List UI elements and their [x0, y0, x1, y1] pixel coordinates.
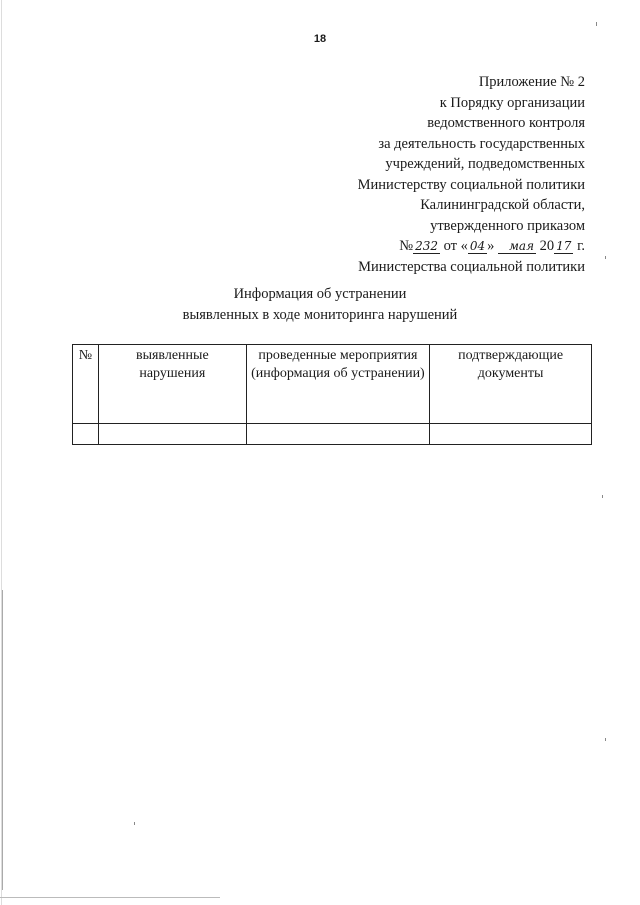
header-measures: проведенные мероприятия (информация об устранении)	[246, 345, 430, 424]
scan-speck	[596, 22, 597, 26]
order-year-prefix: 20	[539, 238, 555, 254]
order-month-handwritten: мая	[498, 240, 536, 254]
appendix-line: за деятельность государственных	[378, 135, 585, 152]
scan-edge-mark	[0, 897, 220, 898]
title-line: Информация об устранении	[233, 286, 407, 302]
appendix-line: утвержденного приказом	[430, 217, 585, 234]
table-cell	[98, 424, 246, 445]
order-year-handwritten: 17	[556, 239, 572, 253]
document-title	[0, 284, 640, 326]
order-number-prefix: №	[399, 238, 414, 254]
order-close-quote: »	[487, 238, 495, 254]
appendix-line: Калининградской области,	[420, 197, 585, 213]
appendix-line: ведомственного контроля	[427, 115, 585, 131]
title-line: выявленных в ходе мониторинга нарушений	[182, 307, 458, 323]
table-cell	[246, 424, 430, 445]
order-day-handwritten: 04	[469, 239, 486, 253]
order-year-end: г.	[577, 238, 585, 254]
info-table	[72, 344, 592, 445]
appendix-line: Министерства социальной политики	[358, 258, 585, 275]
header-violations: выявленные нарушения	[98, 345, 246, 424]
appendix-line: Приложение № 2	[478, 74, 585, 90]
page-number: 18	[313, 33, 327, 45]
appendix-line: учреждений, подведомственных	[385, 156, 585, 172]
header-number: №	[73, 345, 99, 424]
order-number-handwritten: 232	[415, 239, 438, 253]
table-cell	[73, 424, 99, 445]
appendix-line: Министерству социальной политики	[357, 176, 585, 193]
appendix-line: к Порядку организации	[439, 94, 585, 111]
scan-speck	[602, 495, 603, 498]
scan-speck	[605, 256, 606, 259]
table-cell	[430, 424, 592, 445]
order-line	[255, 236, 585, 257]
appendix-block	[255, 72, 585, 277]
scan-speck	[605, 738, 606, 741]
header-documents: подтверждающие документы	[430, 345, 592, 424]
table-row	[73, 424, 592, 445]
scan-speck	[134, 822, 135, 825]
order-from: от «	[443, 238, 468, 254]
table-header-row	[73, 345, 592, 424]
scan-edge-mark	[2, 590, 3, 890]
